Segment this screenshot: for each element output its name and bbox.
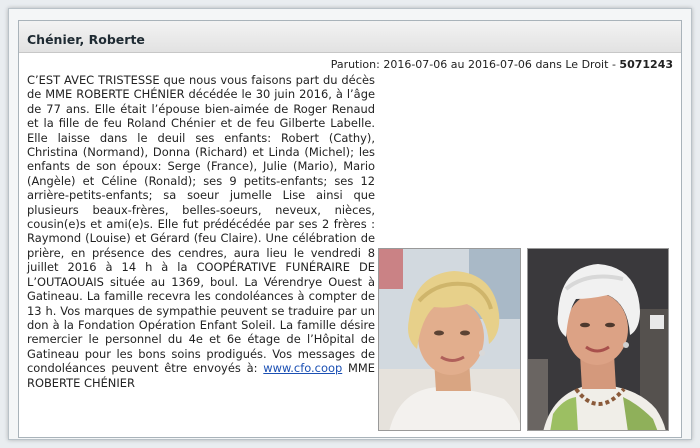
source-name: Le Droit <box>565 58 609 71</box>
parution-label: Parution: <box>330 58 380 71</box>
meta-dash: - <box>611 58 616 71</box>
portrait-photo-2 <box>527 248 669 431</box>
portrait-1-image <box>379 249 521 431</box>
obituary-text <box>27 73 375 390</box>
obituary-closing: MME ROBERTE CHÉNIER <box>27 361 375 390</box>
obituary-card <box>18 20 682 438</box>
au-label: au <box>450 58 465 71</box>
obituary-title: Chénier, Roberte <box>27 32 145 47</box>
notice-id: 5071243 <box>619 58 673 71</box>
dans-label: dans <box>535 58 562 71</box>
obituary-header <box>19 21 681 53</box>
obituary-body: C’EST AVEC TRISTESSE que nous vous faisons part du décès de MME ROBERTE CHÉNIER décédée le 30 juin 2016, à l’âge de 77 ans. Elle était l’épouse bien-aimée de Roger Renaud et la fille de feu Roland Chénier et de feu Gilberte Labelle. Elle laisse dans le deuil ses enfants: Robert (Cathy), Christina (Normand), Donna (Richard) et Linda (Michel); les enfants de son époux: Serge (France), Julie (Mario), Mario (Angèle) et Céline (Ronald); ses 9 petits-enfants; ses 12 arrière-petits-enfants; sa soeur jumelle Lise ainsi que plusieurs beaux-frères, belles-soeurs, neveux, nièces, cousin(e)s et ami(e)s. Elle fut prédécédée par ses 2 frères : Raymond (Louise) et Gérard (feu Claire). Une célébration de prière, en présence des cendres, aura lieu le vendredi 8 juillet 2016 à 14 h à la COOPÉRATIVE FUNÉRAIRE DE L’OUTAOUAIS située au 1369, boul. La Vérendrye Ouest à Gatineau. La famille recevra les condoléances à compter de 13 h. Vos marques de sympathie peuvent se traduire par un don à la Fondation Opération Enfant Soleil. La famille désire remercier le personnel du 4e et 6e étage de l’Hôpital de Gatineau pour les bons soins prodigués. Vos messages de condoléances peuvent être envoyés à: <box>27 73 375 376</box>
portrait-photo-1 <box>378 248 521 431</box>
date-from: 2016-07-06 <box>383 58 448 71</box>
cfo-link[interactable]: www.cfo.coop <box>263 361 343 376</box>
portrait-2-image <box>528 249 669 431</box>
publication-info <box>331 58 673 71</box>
date-to: 2016-07-06 <box>468 58 532 71</box>
